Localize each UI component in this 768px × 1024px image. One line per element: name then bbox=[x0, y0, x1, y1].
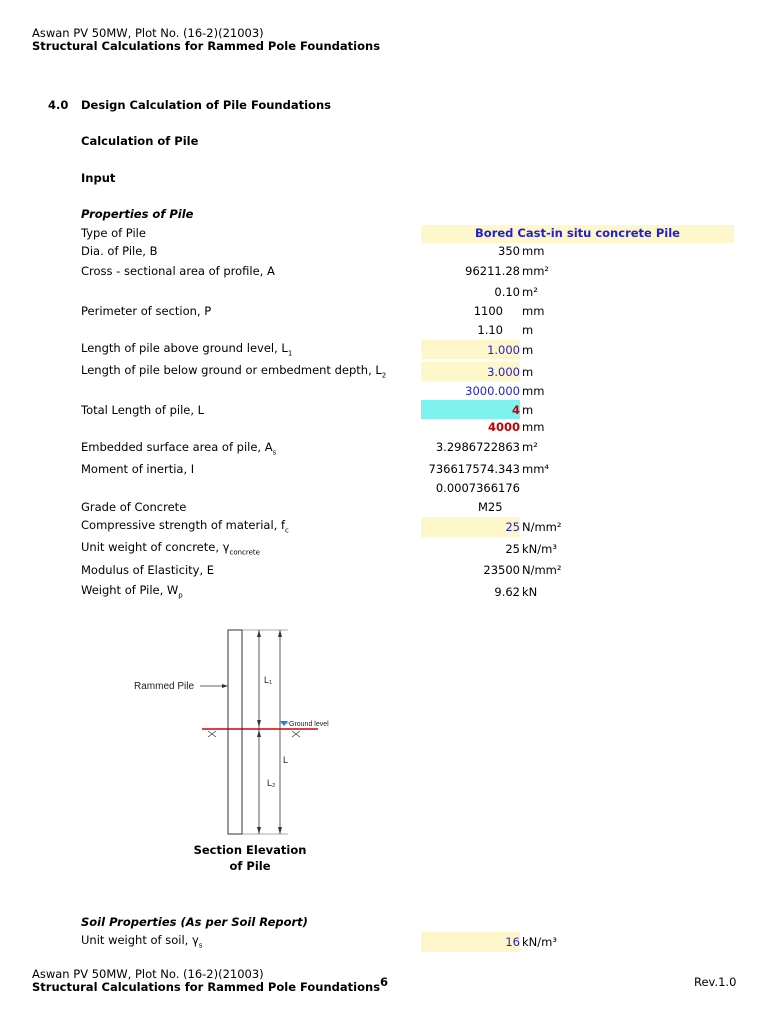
modulus-value: 23500 bbox=[483, 563, 520, 577]
dia-label: Dia. of Pile, B bbox=[81, 244, 158, 258]
pile-weight-label: Weight of Pile, $W_p$ bbox=[81, 583, 183, 600]
modulus-label: Modulus of Elasticity, E bbox=[81, 563, 215, 577]
properties-heading: Properties of Pile bbox=[81, 207, 194, 221]
l2-unit: m bbox=[522, 365, 534, 379]
section-number: 4.0 bbox=[48, 98, 69, 112]
l1-diagram-label: L₁ bbox=[264, 675, 273, 685]
revision: Rev.1.0 bbox=[694, 975, 737, 989]
concrete-grade-label: Grade of Concrete bbox=[81, 500, 187, 514]
l2-value-mm: 3000.000 bbox=[465, 384, 520, 398]
moment-inertia-unit: mm⁴ bbox=[522, 462, 550, 476]
moment-inertia-value: 736617574.343 bbox=[428, 462, 520, 476]
pile-weight-unit: kN bbox=[522, 585, 538, 599]
l1-label: Length of pile above ground level, $L_1$ bbox=[81, 341, 293, 358]
pile-type-value: Bored Cast-in situ concrete Pile bbox=[475, 226, 680, 240]
fc-unit: N/mm² bbox=[522, 520, 562, 534]
surface-area-unit: m² bbox=[522, 440, 538, 454]
area-value: 96211.28 bbox=[465, 264, 520, 278]
footer-project: Aswan PV 50MW, Plot No. (16-2)(21003) bbox=[32, 967, 264, 981]
concrete-grade-value: M25 bbox=[478, 500, 503, 514]
modulus-unit: N/mm² bbox=[522, 563, 562, 577]
dia-unit: mm bbox=[522, 244, 545, 258]
area-unit: mm² bbox=[522, 264, 550, 278]
total-length-unit-mm: mm bbox=[522, 420, 545, 434]
page-number: 6 bbox=[380, 975, 389, 989]
rammed-pile-label: Rammed Pile bbox=[134, 681, 195, 692]
total-length-value-mm: 4000 bbox=[487, 420, 520, 434]
perimeter-unit-m: m bbox=[522, 323, 534, 337]
diagram-caption-line2: of Pile bbox=[229, 859, 271, 873]
soil-heading: Soil Properties (As per Soil Report) bbox=[81, 915, 308, 929]
perimeter-unit: mm bbox=[522, 304, 545, 318]
concrete-unit-weight-unit: kN/m³ bbox=[522, 542, 557, 556]
total-length-label: Total Length of pile, L bbox=[81, 403, 205, 417]
section-subtitle: Calculation of Pile bbox=[81, 134, 199, 148]
pile-body bbox=[228, 630, 242, 834]
ground-hatch-right-icon bbox=[292, 731, 300, 737]
l2-unit-mm: mm bbox=[522, 384, 545, 398]
ground-level-label: Ground level bbox=[289, 721, 329, 728]
section-title: Design Calculation of Pile Foundations bbox=[81, 98, 331, 112]
ground-level-icon bbox=[280, 721, 288, 726]
l2-diagram-label: L₂ bbox=[267, 778, 276, 788]
moment-inertia-label: Moment of inertia, I bbox=[81, 462, 195, 476]
l1-value[interactable]: 1.000 bbox=[487, 343, 520, 357]
surface-area-label: Embedded surface area of pile, $A_s$ bbox=[81, 440, 277, 457]
l1-unit: m bbox=[522, 343, 534, 357]
fc-label: Compressive strength of material, $f_c$ bbox=[81, 518, 289, 535]
fc-value[interactable]: 25 bbox=[505, 520, 520, 534]
ground-hatch-left-icon bbox=[208, 731, 216, 737]
total-length-value: 4 bbox=[511, 403, 520, 417]
pile-type-label: Type of Pile bbox=[81, 226, 146, 240]
l2-value[interactable]: 3.000 bbox=[487, 365, 520, 379]
dia-value: 350 bbox=[498, 244, 520, 258]
header-project: Aswan PV 50MW, Plot No. (16-2)(21003) bbox=[32, 26, 264, 40]
input-heading: Input bbox=[81, 171, 116, 185]
perimeter-value: 1100 bbox=[473, 304, 503, 318]
perimeter-label: Perimeter of section, P bbox=[81, 304, 212, 318]
area-label: Cross - sectional area of profile, A bbox=[81, 264, 275, 278]
total-length-unit: m bbox=[522, 403, 534, 417]
l-diagram-label: L bbox=[283, 755, 289, 765]
soil-unit-weight-label: Unit weight of soil, $\gamma_s$ bbox=[81, 933, 203, 950]
concrete-unit-weight-label: Unit weight of concrete, $\gamma_{concrete}$ bbox=[81, 540, 260, 557]
area-unit-m2: m² bbox=[522, 285, 538, 299]
concrete-unit-weight-value: 25 bbox=[505, 542, 520, 556]
diagram-caption-line1: Section Elevation bbox=[193, 843, 307, 857]
moment-inertia-value-m4: 0.0007366176 bbox=[435, 481, 520, 495]
area-value-m2: 0.10 bbox=[494, 285, 520, 299]
pile-weight-value: 9.62 bbox=[494, 585, 520, 599]
surface-area-value: 3.2986722863 bbox=[435, 440, 520, 454]
soil-unit-weight-value[interactable]: 16 bbox=[505, 935, 520, 949]
perimeter-value-m: 1.10 bbox=[477, 323, 503, 337]
header-document-title: Structural Calculations for Rammed Pole Foundations bbox=[32, 39, 381, 53]
l2-label: Length of pile below ground or embedment depth, $L_2$ bbox=[81, 363, 387, 380]
footer-document-title: Structural Calculations for Rammed Pole Foundations bbox=[32, 980, 381, 994]
soil-unit-weight-unit: kN/m³ bbox=[522, 935, 557, 949]
